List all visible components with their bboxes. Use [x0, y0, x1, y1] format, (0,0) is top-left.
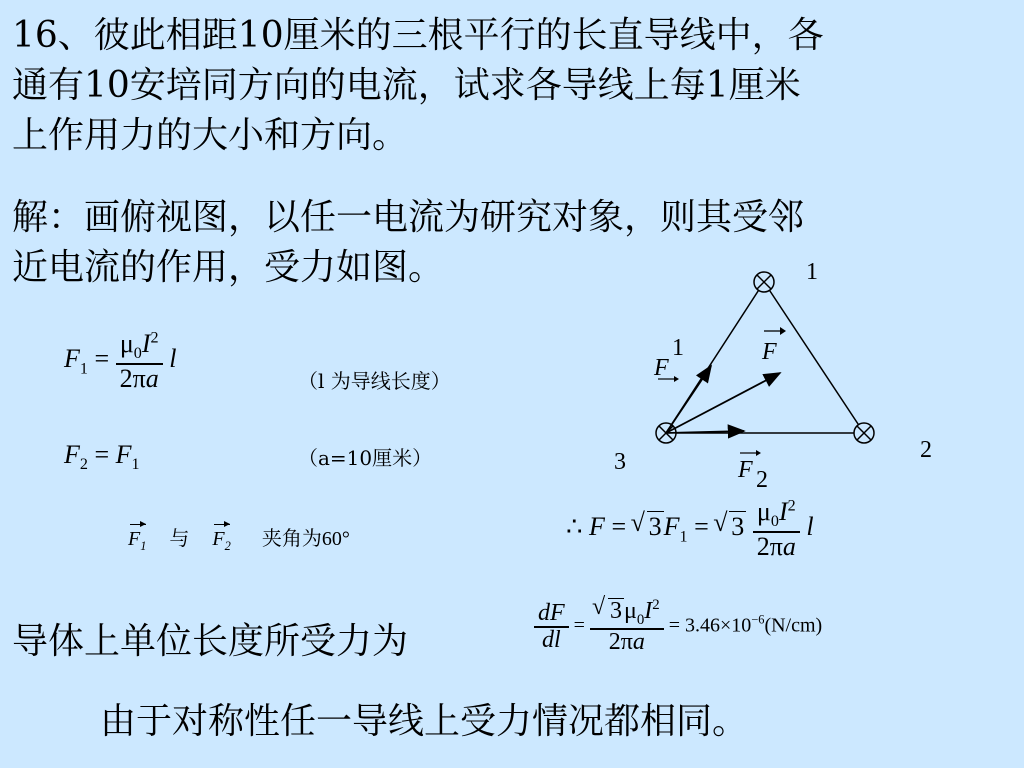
svg-text:F: F — [762, 339, 777, 365]
svg-text:F: F — [654, 355, 669, 381]
force-f-label — [761, 327, 786, 365]
force-f1-label — [653, 335, 684, 382]
result-value: 3.46×10 — [684, 614, 752, 637]
svg-text:F: F — [738, 457, 753, 483]
solution-line-2: 近电流的作用，受力如图。 — [12, 247, 445, 288]
problem-line-1: 16、彼此相距10厘米的三根平行的长直导线中，各 — [12, 15, 824, 56]
formula-unit-force: $\frac{dF}{dl}$ = √ $\frac{3\mu_0I^2}{2\pi a}$ = $3.46\times 10^{-6}(N/cm)$ — [534, 598, 822, 656]
formula-f1: $F_1$ = $\frac{\mu_0I^2}{2\pi a}$ l — [64, 329, 177, 394]
force-f1-arrow — [666, 366, 711, 433]
unit-force-label: 导体上单位长度所受力为 — [12, 621, 409, 662]
problem-line-3: 上作用力的大小和方向。 — [12, 115, 409, 156]
result-exponent: −6 — [751, 612, 765, 627]
angle-statement: $F_1$ 与 $F_2$ 夹角为60° — [128, 528, 350, 553]
wire-3-label: 3 — [614, 449, 626, 475]
conclusion-text: 由于对称性任一导线上受力情况都相同。 — [100, 701, 749, 742]
problem-line-2: 通有10安培同方向的电流，试求各导线上每1厘米 — [12, 65, 801, 106]
svg-text:2: 2 — [756, 467, 768, 493]
wire-1-icon — [754, 272, 774, 292]
angle-and: 与 — [169, 528, 190, 550]
f2-note: （a=10厘米） — [298, 446, 433, 470]
formula-total-force: ∴ F = √ $3F_1$ = √ 3 $\frac{\mu_0I^2}{2\pi a}$ l — [566, 498, 814, 560]
wire-2-icon — [854, 423, 874, 443]
wire-2-label: 2 — [920, 437, 932, 463]
solution-line-1: 解：画俯视图，以任一电流为研究对象，则其受邻 — [12, 197, 805, 238]
force-f2-label — [737, 450, 768, 493]
wire-1-label: 1 — [806, 259, 818, 285]
triangle-side-12 — [764, 282, 864, 433]
svg-text:1: 1 — [672, 335, 684, 361]
force-f-arrow — [666, 373, 780, 433]
force-diagram — [600, 255, 960, 505]
angle-text: 夹角为60° — [261, 528, 350, 550]
formula-f2: $F_2 = F_1$ — [64, 440, 140, 474]
result-unit: (N/cm) — [764, 614, 823, 637]
f1-note: （l 为导线长度） — [298, 369, 451, 393]
